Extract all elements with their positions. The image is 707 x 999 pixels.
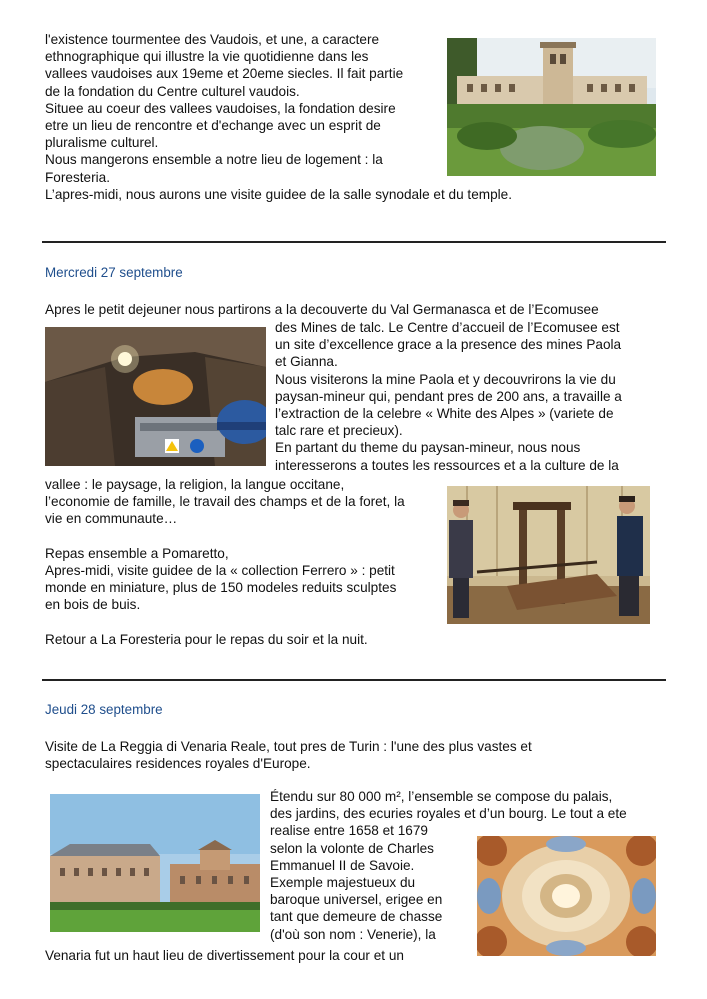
baroque-ceiling-photo	[477, 836, 656, 956]
paragraph-reggia-last: Venaria fut un haut lieu de divertissement pour la cour et un	[45, 947, 404, 963]
paragraph-ecomusee	[275, 319, 622, 474]
text-line: vallees vaudoises aux 19eme et 20eme siecles. Il fait partie	[45, 66, 404, 82]
section-divider	[42, 241, 666, 243]
woodcraft-photo	[447, 486, 650, 624]
text-line: Foresteria.	[45, 169, 110, 185]
text-line: (d'où son nom : Venerie), la	[270, 926, 436, 942]
text-line: des Mines de talc. Le Centre d’accueil de l’Ecomusee est	[275, 320, 620, 335]
paragraph-reggia-narrow	[270, 822, 442, 942]
text-line: etre un lieu de rencontre et d'echange avec un esprit de	[45, 118, 381, 134]
text-line: Exemple majestueux du	[270, 875, 416, 890]
text-line: Repas ensemble a Pomaretto,	[45, 545, 229, 561]
text-line: baroque universel, erigee en	[270, 892, 443, 908]
text-line: vie en communaute…	[45, 511, 178, 527]
text-line: Visite de La Reggia di Venaria Reale, tout pres de Turin : l'une des plus vastes et	[45, 739, 532, 754]
paragraph-intro: Apres le petit dejeuner nous partirons a la decouverte du Val Germanasca et de l’Ecomusee	[45, 302, 599, 317]
text-line: Nous mangerons ensemble a notre lieu de logement : la	[45, 152, 383, 168]
text-line: selon la volonte de Charles	[270, 840, 434, 856]
text-line: Apres-midi, visite guidee de la « collection Ferrero » : petit	[45, 563, 395, 579]
text-line: interesserons a toutes les ressources et a la culture de la	[275, 457, 619, 473]
date-heading: Mercredi 27 septembre	[45, 265, 183, 280]
text-line: ethnographique qui illustre la vie quotidienne dans les	[45, 49, 369, 65]
text-line: l'existence tourmentee des Vaudois, et une, a caractere	[45, 32, 380, 47]
text-line: Emmanuel II de Savoie.	[270, 857, 415, 873]
text-line	[45, 528, 405, 545]
text-line: Situee au coeur des vallees vaudoises, la fondation desire	[45, 100, 396, 116]
paragraph-reggia-intro	[45, 738, 532, 772]
paragraph-reggia-wide	[270, 788, 627, 822]
text-line: pluralisme culturel.	[45, 135, 159, 151]
foresteria-building-photo	[447, 38, 656, 176]
paragraph-vallee	[45, 476, 405, 648]
text-line: en bois de buis.	[45, 597, 141, 613]
text-line: Étendu sur 80 000 m², l’ensemble se compose du palais,	[270, 789, 613, 804]
text-line: Retour a La Foresteria pour le repas du soir et la nuit.	[45, 631, 368, 647]
text-line: paysan-mineur qui, pendant pres de 200 ans, a travaille a	[275, 388, 622, 404]
text-line: monde en miniature, plus de 150 modeles reduits sculptes	[45, 580, 397, 596]
text-line: des jardins, des ecuries royales et d’un bourg. Le tout a ete	[270, 806, 627, 822]
mine-tunnel-photo	[45, 327, 266, 466]
text-line: L’apres-midi, nous aurons une visite guidee de la salle synodale et du temple.	[45, 186, 513, 202]
text-line: de la fondation du Centre culturel vaudois.	[45, 83, 300, 99]
text-line: spectaculaires residences royales d'Europe.	[45, 756, 311, 772]
text-line: l’extraction de la celebre « White des Alpes » (variete de	[275, 406, 614, 422]
text-line: vallee : le paysage, la religion, la langue occitane,	[45, 477, 345, 492]
text-line: tant que demeure de chasse	[270, 909, 443, 925]
date-heading: Jeudi 28 septembre	[45, 702, 163, 717]
text-line	[45, 614, 405, 631]
section-divider	[42, 679, 666, 681]
text-line: En partant du theme du paysan-mineur, nous nous	[275, 440, 581, 456]
text-line: talc rare et precieux).	[275, 423, 403, 439]
venaria-palace-photo	[50, 794, 260, 932]
text-line: un site d’excellence grace a la presence des mines Paola	[275, 337, 622, 353]
text-line: et Gianna.	[275, 354, 338, 370]
text-line: realise entre 1658 et 1679	[270, 823, 428, 839]
paragraph-vaudois	[45, 31, 512, 203]
text-line: Nous visiterons la mine Paola et y decouvrirons la vie du	[275, 371, 616, 387]
text-line: l’economie de famille, le travail des champs et de la foret, la	[45, 494, 405, 510]
